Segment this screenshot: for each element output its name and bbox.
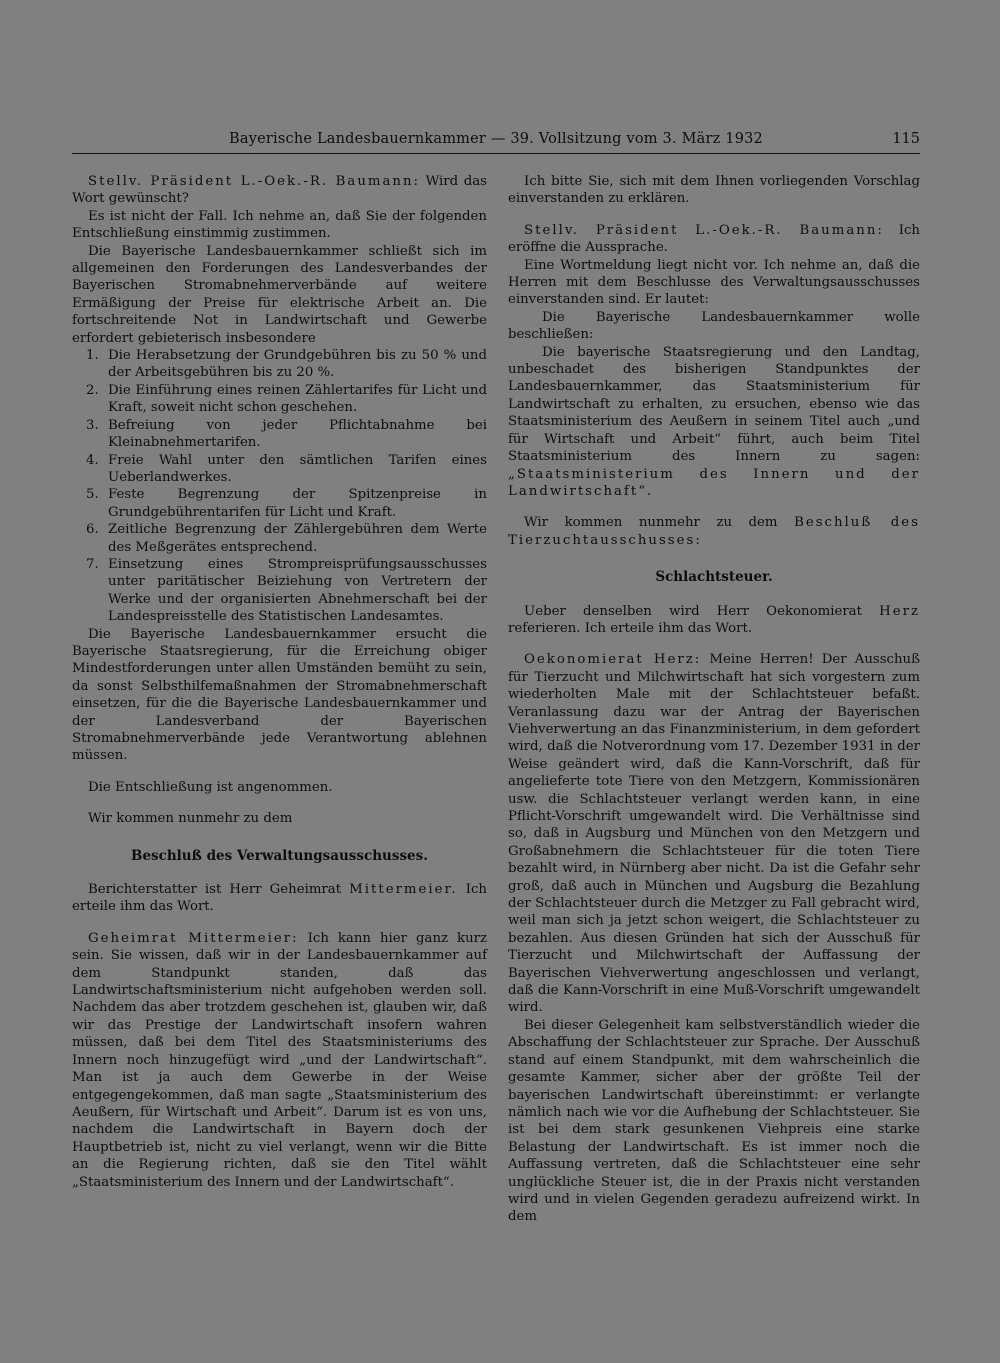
paragraph: Die Bayerische Landesbauernkammer wolle beschließen: [508,309,920,343]
paragraph: Die Bayerische Landesbauernkammer ersucht die Bayerische Staatsregierung, für die Erreichung obiger Mindestforderungen unter allen Umständen bemüht zu sein, da sonst Selbsthilfemaßnahmen der Stromabnehmerschaft einsetzen, für die die Bayerische Landesbauernkammer und der Landesverband der Bayerischen Stromabnehmerverbände jede Verantwortung ablehnen müssen. [72,626,487,764]
list-item [72,452,487,487]
list-text: Freie Wahl unter den sämtlichen Tarifen eines Ueberlandwerkes. [108,452,487,485]
paragraph-text: Ueber denselben wird Herr Oekonomierat [524,603,880,619]
speaker-name: Stellv. Präsident L.-Oek.-R. Baumann: [88,174,421,189]
list-number: 5. [86,487,99,503]
list-number: 7. [86,556,99,572]
paragraph-text: Die bayerische Staatsregierung und den Landtag, unbeschadet des bisherigen Standpunktes der Landesbauernkammer, das Staatsministerium für Landwirtschaft zu erhalten, zu ersuchen, ebenso wie das Staatsministerium des Aeußern in seinem Titel auch „und für Wirtschaft und Arbeit“ führt, auch beim Titel Staatsministerium des Innern zu sagen: [508,344,920,465]
paragraph: Die Entschließung ist angenommen. [88,779,333,795]
running-header [72,131,920,154]
paragraph-text: Ich eröffne die Aussprache. [508,222,920,256]
demands-list [72,347,487,626]
speaker-name: Mittermeier. [349,882,458,898]
right-column [508,173,920,1226]
list-number: 4. [86,452,99,468]
paragraph [508,344,920,501]
page-number: 115 [892,131,920,147]
resolution-quote [508,309,920,500]
list-text: Die Herabsetzung der Grundgebühren bis zu 50 % und der Arbeitsgebühren bis zu 20 %. [108,348,487,381]
paragraph-text: Berichterstatter ist Herr Geheimrat [88,882,350,898]
list-text: Befreiung von jeder Pflichtabnahme bei Kleinabnehmertarifen. [108,417,487,451]
paragraph: Wir kommen nunmehr zu dem [88,811,293,827]
speaker-name: Herz [879,603,920,619]
header-title: Bayerische Landesbauernkammer — 39. Vollsitzung vom 3. März 1932 [229,131,763,147]
paragraph-text: Meine Herren! Der Ausschuß für Tierzucht und Milchwirtschaft hat sich vorgestern zum wiederholten Male mit der Schlachtsteuer befaßt. Veranlassung dazu war der Antrag der Bayerischen Viehverwertung an das Finanzministerium, in dem gefordert wird, daß die Notverordnung vom 17. Dezember 1931 in der Weise geändert wird, daß die Kann-Vorschrift, daß für angelieferte tote Tiere von den Metzgern, Kommissionären usw. die Schlachtsteuer verlangt werden kann, in eine Pflicht-Vorschrift umgewandelt wird. Die Verhältnisse sind so, daß in Augsburg und München von den Metzgern und Großabnehmern die Schlachtsteuer für die toten Tiere bezahlt wird, in Nürnberg aber nicht. Da ist die Gefahr sehr groß, daß auch in München und Augsburg die Bezahlung der Schlachtsteuer durch die Metzger zu Fall gebracht wird, weil man sich ja jetzt schon weigert, die Schlachtsteuer zu bezahlen. Aus diesen Gründen hat sich der Ausschuß für Tierzucht und Milchwirtschaft der Auffassung der Bayerischen Viehverwertung angeschlossen und verlangt, daß die Kann-Vorschrift in eine Muß-Vorschrift umgewandelt wird. [508,652,921,1016]
paragraph: Es ist nicht der Fall. Ich nehme an, daß Sie der folgenden Entschließung einstimmig zustimmen. [72,208,487,242]
list-text: Einsetzung eines Strompreisprüfungsausschusses unter paritätischer Beiziehung von Vertretern der Werke und der organisierten Abnehmerschaft bei der Landespreisstelle des Statistischen Landesamtes. [108,556,487,625]
section-heading: Schlachtsteuer. [655,569,773,586]
paragraph [508,603,920,638]
list-text: Feste Begrenzung der Spitzenpreise in Grundgebührentarifen für Licht und Kraft. [108,487,487,520]
paragraph: Ich bitte Sie, sich mit dem Ihnen vorliegenden Vorschlag einverstanden zu erklären. [508,174,920,207]
paragraph: Eine Wortmeldung liegt nicht vor. Ich nehme an, daß die Herren mit dem Beschlusse des Verwaltungsausschusses einverstanden sind. Er lautet: [508,257,920,308]
list-item [72,486,487,521]
list-number: 2. [86,382,99,398]
list-item [72,556,487,626]
list-number: 1. [86,348,99,364]
list-text: Die Einführung eines reinen Zählertarifes für Licht und Kraft, soweit nicht schon geschehen. [108,382,487,416]
list-text: Zeitliche Begrenzung der Zählergebühren dem Werte des Meßgerätes entsprechend. [108,522,487,555]
list-item [72,417,487,452]
list-number: 6. [86,522,99,538]
paragraph [72,173,487,208]
paragraph [72,930,487,1191]
paragraph [508,651,920,1017]
list-number: 3. [86,417,99,433]
emphasized-title: Beschluß des Tierzuchtausschusses: [508,515,920,548]
speaker-name: Geheimrat Mittermeier: [88,930,299,946]
paragraph-text: Wir kommen nunmehr zu dem [524,515,795,531]
list-item [72,347,487,382]
paragraph: Bei dieser Gelegenheit kam selbstverständlich wieder die Abschaffung der Schlachtsteuer zur Sprache. Der Ausschuß stand auf einem Standpunkt, mit dem wahrscheinlich die gesamte Kammer, sicher aber der größte Teil der bayerischen Landwirtschaft übereinstimmt: er verlangte nämlich nach wie vor die Aufhebung der Schlachtsteuer. Sie ist bei dem stark gesunkenen Viehpreis eine starke Belastung der Landwirtschaft. Es ist immer noch die Auffassung vertreten, daß die Schlachtsteuer eine sehr unglückliche Steuer ist, die in der Praxis nicht verstanden wird und in vielen Gegenden geradezu aufreizend wirkt. In dem [508,1017,920,1225]
paragraph [72,881,487,916]
section-heading: Beschluß des Verwaltungsausschusses. [131,847,428,864]
list-item [72,382,487,417]
speaker-name: Stellv. Präsident L.-Oek.-R. Baumann: [524,222,884,238]
emphasized-title: „Staatsministerium des Innern und der Landwirtschaft“. [508,466,920,499]
speaker-name: Oekonomierat Herz: [524,652,702,668]
paragraph-text: Ich kann hier ganz kurz sein. Sie wissen, daß wir in der Landesbauernkammer auf dem Standpunkt standen, daß das Landwirtschaftsministerium nicht aufgehoben werden soll. Nachdem das aber trotzdem geschehen ist, glauben wir, daß wir das Prestige der Landwirtschaft insofern wahren müssen, daß bei dem Titel des Staatsministeriums des Innern noch hinzugefügt wird „und der Landwirtschaft“. Man ist ja auch dem Gewerbe in der Weise entgegengekommen, daß man sagte „Staatsministerium des Aeußern, für Wirtschaft und Arbeit“. Darum ist es von uns, nachdem die Landwirtschaft in Bayern doch der Hauptbetrieb ist, nicht zu viel verlangt, wenn wir die Bitte an die Regierung richten, daß sie den Titel wählt „Staatsministerium des Innern und der Landwirtschaft“. [72,930,487,1190]
paragraph [508,222,920,257]
paragraph-text: referieren. Ich erteile ihm das Wort. [508,620,753,636]
paragraph: Die Bayerische Landesbauernkammer schließt sich im allgemeinen den Forderungen des Landesverbandes der Bayerischen Stromabnehmerverbände auf weitere Ermäßigung der Preise für elektrische Arbeit an. Die fortschreitende Not in Landwirtschaft und Gewerbe erfordert gebieterisch insbesondere [72,243,487,346]
left-column [72,173,487,1191]
paragraph-text: Wird das Wort gewünscht? [72,174,487,207]
paragraph [508,514,920,549]
paragraph-text: Ich erteile ihm das Wort. [72,882,487,915]
list-item [72,521,487,556]
